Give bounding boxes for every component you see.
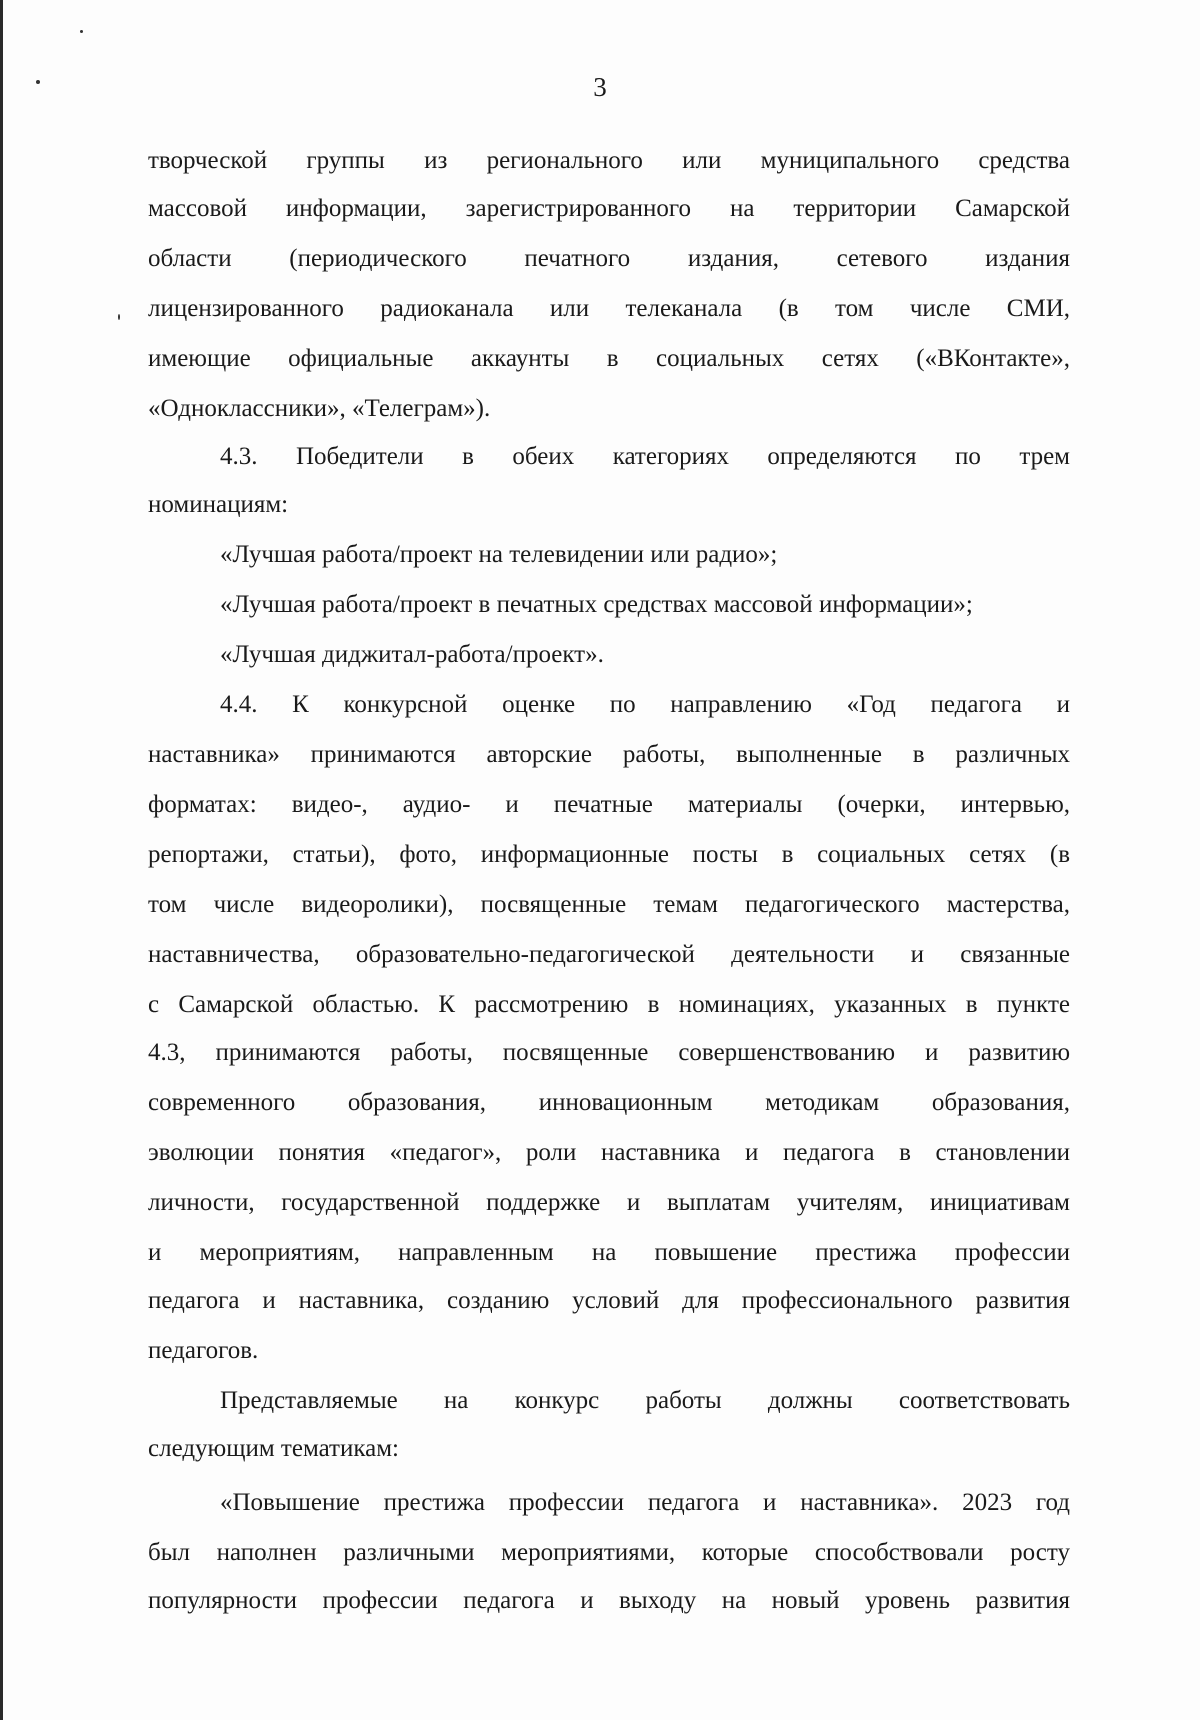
text-line: был наполнен различными мероприятиями, которые способствовали росту — [148, 1539, 1070, 1566]
text-line: 4.3, принимаются работы, посвященные совершенствованию и развитию — [148, 1039, 1070, 1066]
text-line: форматах: видео-, аудио- и печатные материалы (очерки, интервью, — [148, 791, 1070, 818]
text-line: имеющие официальные аккаунты в социальных сетях («ВКонтакте», — [148, 345, 1070, 372]
text-line: творческой группы из регионального или муниципального средства — [148, 147, 1070, 174]
text-line: «Одноклассники», «Телеграм»). — [148, 395, 491, 422]
scan-speck — [118, 314, 120, 320]
text-line: том числе видеоролики), посвященные темам педагогического мастерства, — [148, 891, 1070, 918]
text-line: педагогов. — [148, 1337, 259, 1364]
text-line: личности, государственной поддержке и выплатам учителям, инициативам — [148, 1189, 1070, 1216]
text-line: 4.3. Победители в обеих категориях определяются по трем — [220, 443, 1070, 470]
text-line: Представляемые на конкурс работы должны соответствовать — [220, 1387, 1070, 1414]
text-line: номинациям: — [148, 491, 289, 518]
text-line: 4.4. К конкурсной оценке по направлению «Год педагога и — [220, 691, 1070, 718]
text-line: популярности профессии педагога и выходу на новый уровень развития — [148, 1587, 1070, 1614]
scan-speck — [80, 30, 83, 33]
text-line: наставничества, образовательно-педагогической деятельности и связанные — [148, 941, 1070, 968]
text-line: области (периодического печатного издания, сетевого издания — [148, 245, 1070, 272]
scan-left-edge — [0, 0, 3, 1720]
text-line: «Лучшая работа/проект в печатных средствах массовой информации»; — [220, 591, 973, 618]
text-line: наставника» принимаются авторские работы, выполненные в различных — [148, 741, 1070, 768]
text-line: массовой информации, зарегистрированного на территории Самарской — [148, 195, 1070, 222]
page-number: 3 — [593, 72, 607, 102]
text-line: репортажи, статьи), фото, информационные посты в социальных сетях (в — [148, 841, 1070, 868]
text-line: и мероприятиям, направленным на повышение престижа профессии — [148, 1239, 1070, 1266]
text-line: педагога и наставника, созданию условий для профессионального развития — [148, 1287, 1070, 1314]
text-line: «Лучшая диджитал-работа/проект». — [220, 641, 604, 668]
text-line: с Самарской областью. К рассмотрению в номинациях, указанных в пункте — [148, 991, 1070, 1018]
text-line: эволюции понятия «педагог», роли наставника и педагога в становлении — [148, 1139, 1070, 1166]
text-line: лицензированного радиоканала или телеканала (в том числе СМИ, — [148, 295, 1070, 322]
text-line: современного образования, инновационным методикам образования, — [148, 1089, 1070, 1116]
text-line: «Лучшая работа/проект на телевидении или радио»; — [220, 541, 778, 568]
text-line: «Повышение престижа профессии педагога и наставника». 2023 год — [220, 1489, 1070, 1516]
text-line: следующим тематикам: — [148, 1435, 399, 1462]
